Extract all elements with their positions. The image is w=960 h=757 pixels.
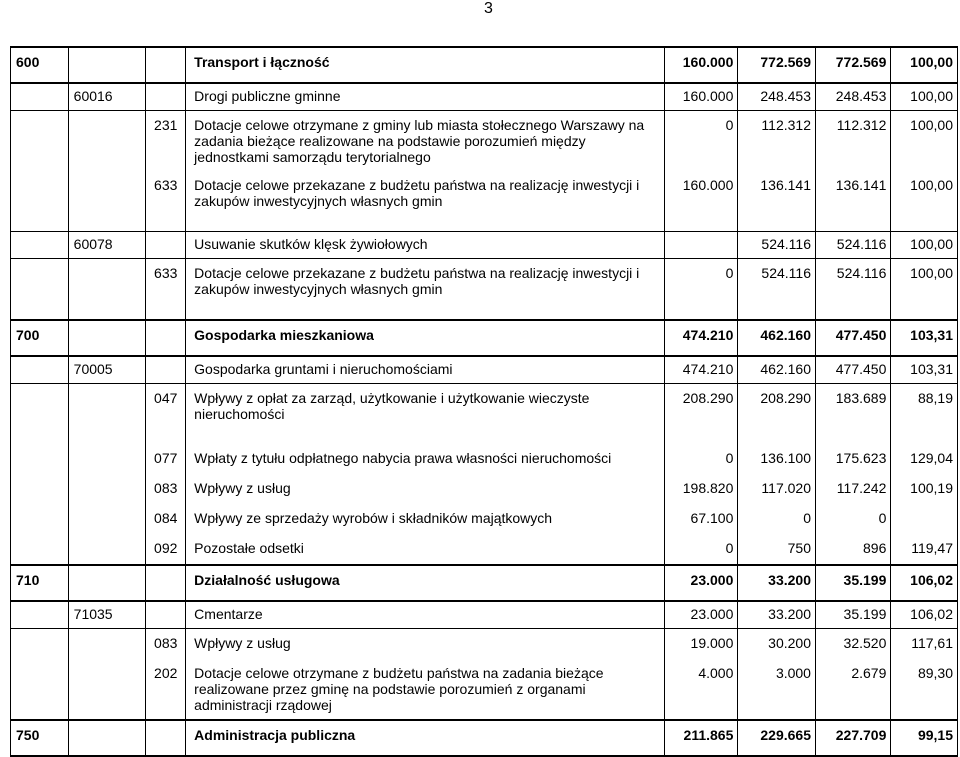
chapter-row — [11, 83, 958, 111]
paragraph-code: 077 — [146, 444, 186, 474]
planned-value: 23.000 — [665, 601, 738, 629]
paragraph-row — [11, 444, 958, 474]
item-name: Wpływy z opłat za zarząd, użytkowanie i użytkowanie wieczyste nieruchomości — [186, 384, 665, 445]
execution-percent: 99,15 — [891, 720, 958, 756]
paragraph-row — [11, 629, 958, 660]
planned-value: 208.290 — [665, 384, 738, 445]
paragraph-row — [11, 259, 958, 321]
section-code — [11, 504, 69, 534]
executed-value: 248.453 — [815, 83, 890, 111]
updated-plan-value: 3.000 — [738, 659, 816, 720]
paragraph-code — [146, 232, 186, 259]
updated-plan-value: 33.200 — [738, 601, 816, 629]
updated-plan-value: 524.116 — [738, 232, 816, 259]
executed-value: 35.199 — [815, 601, 890, 629]
paragraph-code: 047 — [146, 384, 186, 445]
execution-percent: 119,47 — [891, 534, 958, 565]
item-name: Administracja publiczna — [186, 720, 665, 756]
executed-value: 0 — [815, 504, 890, 534]
planned-value: 23.000 — [665, 565, 738, 601]
paragraph-code — [146, 83, 186, 111]
executed-value: 896 — [815, 534, 890, 565]
section-row — [11, 565, 958, 601]
paragraph-code: 083 — [146, 629, 186, 660]
item-name: Cmentarze — [186, 601, 665, 629]
executed-value: 183.689 — [815, 384, 890, 445]
execution-percent: 106,02 — [891, 565, 958, 601]
planned-value: 160.000 — [665, 171, 738, 232]
paragraph-code — [146, 320, 186, 356]
executed-value: 772.569 — [815, 47, 890, 83]
updated-plan-value: 229.665 — [738, 720, 816, 756]
executed-value: 477.450 — [815, 320, 890, 356]
updated-plan-value: 0 — [738, 504, 816, 534]
execution-percent: 103,31 — [891, 320, 958, 356]
section-code — [11, 659, 69, 720]
item-name: Wpływy z usług — [186, 629, 665, 660]
chapter-code — [68, 720, 146, 756]
section-code: 750 — [11, 720, 69, 756]
section-code — [11, 259, 69, 321]
section-code — [11, 384, 69, 445]
paragraph-code: 202 — [146, 659, 186, 720]
section-code — [11, 83, 69, 111]
updated-plan-value: 750 — [738, 534, 816, 565]
execution-percent: 100,00 — [891, 47, 958, 83]
chapter-code — [68, 384, 146, 445]
execution-percent: 100,00 — [891, 111, 958, 172]
executed-value: 524.116 — [815, 259, 890, 321]
item-name: Drogi publiczne gminne — [186, 83, 665, 111]
planned-value — [665, 232, 738, 259]
item-name: Dotacje celowe przekazane z budżetu państwa na realizację inwestycji i zakupów inwestycyjnych własnych gmin — [186, 171, 665, 232]
section-code: 710 — [11, 565, 69, 601]
paragraph-row — [11, 474, 958, 504]
planned-value: 160.000 — [665, 83, 738, 111]
item-name: Dotacje celowe otrzymane z gminy lub miasta stołecznego Warszawy na zadania bieżące realizowane na podstawie porozumień między jednostkami samorządu terytorialnego — [186, 111, 665, 172]
section-code — [11, 629, 69, 660]
planned-value: 67.100 — [665, 504, 738, 534]
chapter-code — [68, 47, 146, 83]
paragraph-row — [11, 111, 958, 172]
execution-percent: 100,19 — [891, 474, 958, 504]
item-name: Dotacje celowe otrzymane z budżetu państwa na zadania bieżące realizowane przez gminę na podstawie porozumień z organami administracji rządowej — [186, 659, 665, 720]
execution-percent: 89,30 — [891, 659, 958, 720]
paragraph-code: 231 — [146, 111, 186, 172]
item-name: Transport i łączność — [186, 47, 665, 83]
execution-percent: 117,61 — [891, 629, 958, 660]
paragraph-row — [11, 659, 958, 720]
section-row — [11, 720, 958, 756]
planned-value: 474.210 — [665, 356, 738, 384]
section-code — [11, 534, 69, 565]
chapter-code — [68, 474, 146, 504]
paragraph-code: 083 — [146, 474, 186, 504]
updated-plan-value: 117.020 — [738, 474, 816, 504]
chapter-code: 60078 — [68, 232, 146, 259]
planned-value: 0 — [665, 111, 738, 172]
executed-value: 32.520 — [815, 629, 890, 660]
section-code: 600 — [11, 47, 69, 83]
budget-table — [10, 46, 958, 757]
updated-plan-value: 248.453 — [738, 83, 816, 111]
item-name: Wpłaty z tytułu odpłatnego nabycia prawa własności nieruchomości — [186, 444, 665, 474]
chapter-code — [68, 504, 146, 534]
paragraph-code: 633 — [146, 259, 186, 321]
paragraph-code — [146, 565, 186, 601]
chapter-code: 71035 — [68, 601, 146, 629]
section-code — [11, 232, 69, 259]
chapter-row — [11, 601, 958, 629]
executed-value: 117.242 — [815, 474, 890, 504]
chapter-code — [68, 171, 146, 232]
planned-value: 19.000 — [665, 629, 738, 660]
planned-value: 0 — [665, 259, 738, 321]
chapter-row — [11, 232, 958, 259]
planned-value: 211.865 — [665, 720, 738, 756]
item-name: Działalność usługowa — [186, 565, 665, 601]
paragraph-row — [11, 384, 958, 445]
paragraph-row — [11, 504, 958, 534]
executed-value: 2.679 — [815, 659, 890, 720]
item-name: Gospodarka mieszkaniowa — [186, 320, 665, 356]
executed-value: 524.116 — [815, 232, 890, 259]
item-name: Gospodarka gruntami i nieruchomościami — [186, 356, 665, 384]
paragraph-code: 092 — [146, 534, 186, 565]
paragraph-row — [11, 171, 958, 232]
execution-percent: 106,02 — [891, 601, 958, 629]
section-code — [11, 356, 69, 384]
item-name: Dotacje celowe przekazane z budżetu państwa na realizację inwestycji i zakupów inwestycyjnych własnych gmin — [186, 259, 665, 321]
section-code — [11, 601, 69, 629]
chapter-code — [68, 444, 146, 474]
execution-percent: 100,00 — [891, 83, 958, 111]
updated-plan-value: 772.569 — [738, 47, 816, 83]
planned-value: 0 — [665, 534, 738, 565]
updated-plan-value: 112.312 — [738, 111, 816, 172]
section-row — [11, 47, 958, 83]
budget-table-body — [11, 47, 958, 756]
section-code — [11, 111, 69, 172]
planned-value: 160.000 — [665, 47, 738, 83]
chapter-code — [68, 259, 146, 321]
paragraph-code — [146, 601, 186, 629]
updated-plan-value: 462.160 — [738, 320, 816, 356]
paragraph-code — [146, 720, 186, 756]
execution-percent: 100,00 — [891, 232, 958, 259]
executed-value: 227.709 — [815, 720, 890, 756]
paragraph-code: 084 — [146, 504, 186, 534]
section-code — [11, 171, 69, 232]
planned-value: 4.000 — [665, 659, 738, 720]
chapter-code — [68, 565, 146, 601]
updated-plan-value: 33.200 — [738, 565, 816, 601]
chapter-code — [68, 534, 146, 565]
execution-percent: 103,31 — [891, 356, 958, 384]
updated-plan-value: 208.290 — [738, 384, 816, 445]
execution-percent: 100,00 — [891, 171, 958, 232]
chapter-row — [11, 356, 958, 384]
execution-percent: 88,19 — [891, 384, 958, 445]
chapter-code — [68, 659, 146, 720]
planned-value: 0 — [665, 444, 738, 474]
section-code — [11, 444, 69, 474]
section-code: 700 — [11, 320, 69, 356]
item-name: Wpływy ze sprzedaży wyrobów i składników majątkowych — [186, 504, 665, 534]
chapter-code — [68, 320, 146, 356]
execution-percent: 100,00 — [891, 259, 958, 321]
paragraph-code — [146, 356, 186, 384]
executed-value: 136.141 — [815, 171, 890, 232]
executed-value: 112.312 — [815, 111, 890, 172]
chapter-code: 60016 — [68, 83, 146, 111]
updated-plan-value: 462.160 — [738, 356, 816, 384]
executed-value: 35.199 — [815, 565, 890, 601]
item-name: Usuwanie skutków klęsk żywiołowych — [186, 232, 665, 259]
executed-value: 175.623 — [815, 444, 890, 474]
page-number: 3 — [484, 0, 493, 17]
executed-value: 477.450 — [815, 356, 890, 384]
chapter-code: 70005 — [68, 356, 146, 384]
paragraph-row — [11, 534, 958, 565]
chapter-code — [68, 629, 146, 660]
updated-plan-value: 524.116 — [738, 259, 816, 321]
updated-plan-value: 30.200 — [738, 629, 816, 660]
paragraph-code — [146, 47, 186, 83]
section-row — [11, 320, 958, 356]
updated-plan-value: 136.100 — [738, 444, 816, 474]
section-code — [11, 474, 69, 504]
item-name: Wpływy z usług — [186, 474, 665, 504]
paragraph-code: 633 — [146, 171, 186, 232]
planned-value: 474.210 — [665, 320, 738, 356]
execution-percent — [891, 504, 958, 534]
updated-plan-value: 136.141 — [738, 171, 816, 232]
item-name: Pozostałe odsetki — [186, 534, 665, 565]
execution-percent: 129,04 — [891, 444, 958, 474]
planned-value: 198.820 — [665, 474, 738, 504]
chapter-code — [68, 111, 146, 172]
